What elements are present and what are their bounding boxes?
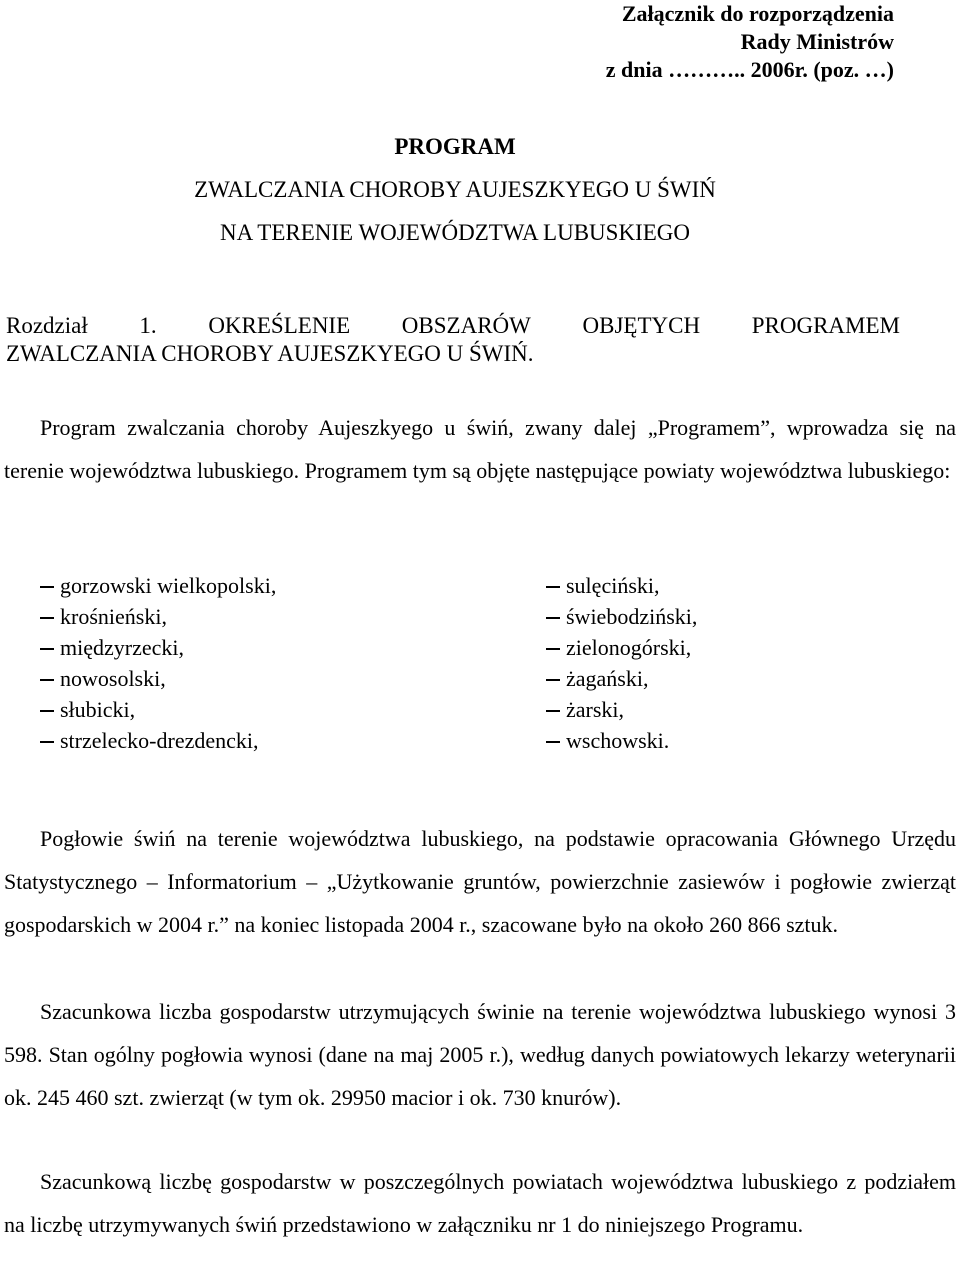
- chapter-word: Rozdział: [6, 313, 88, 338]
- district-name: nowosolski,: [60, 666, 166, 691]
- farms-paragraph-text: Szacunkowa liczba gospodarstw utrzymujących świnie na terenie województwa lubuskiego wynosi 3 598. Stan ogólny pogłowia wynosi (dane na maj 2005 r.), według danych powiatowych lekarzy weterynarii ok. 245 460 szt. zwierząt (w tym ok. 29950 macior i ok. 730 knurów).: [4, 999, 956, 1110]
- intro-paragraph-text: Program zwalczania choroby Aujeszkyego u świń, zwany dalej „Programem”, wprowadza się na terenie województwa lubuskiego. Programem tym są objęte następujące powiaty województwa lubuskiego:: [4, 415, 956, 483]
- list-item: [40, 570, 276, 601]
- annex-line-3: z dnia ……….. 2006r. (poz. …): [605, 57, 894, 82]
- list-item: [40, 694, 276, 725]
- chapter-word: OKREŚLENIE: [208, 313, 351, 338]
- program-subtitle-2: NA TERENIE WOJEWÓDZTWA LUBUSKIEGO: [220, 220, 690, 245]
- district-name: słubicki,: [60, 697, 136, 722]
- dash-bullet-icon: [40, 586, 54, 588]
- list-item: [546, 663, 697, 694]
- dash-bullet-icon: [40, 617, 54, 619]
- dash-bullet-icon: [40, 741, 54, 743]
- annex-header: [474, 0, 894, 84]
- dash-bullet-icon: [546, 741, 560, 743]
- list-item: [40, 632, 276, 663]
- chapter-word: OBSZARÓW: [401, 313, 531, 338]
- dash-bullet-icon: [546, 586, 560, 588]
- dash-bullet-icon: [40, 648, 54, 650]
- list-item: [546, 694, 697, 725]
- list-item: [40, 725, 276, 756]
- district-name: gorzowski wielkopolski,: [60, 573, 277, 598]
- annex-line-2: Rady Ministrów: [740, 29, 894, 54]
- population-paragraph: [4, 817, 956, 946]
- program-title-block: [0, 125, 910, 254]
- district-name: międzyrzecki,: [60, 635, 184, 660]
- dash-bullet-icon: [546, 679, 560, 681]
- population-paragraph-text: Pogłowie świń na terenie województwa lubuskiego, na podstawie opracowania Głównego Urzędu Statystycznego – Informatorium – „Użytkowanie gruntów, powierzchnie zasiewów i pogłowie zwierząt gospodarskich w 2004 r.” na koniec listopada 2004 r., szacowane było na około 260 866 sztuk.: [4, 826, 956, 937]
- district-name: strzelecko-drezdencki,: [60, 728, 259, 753]
- annex-line-1: Załącznik do rozporządzenia: [621, 1, 894, 26]
- chapter-word: OBJĘTYCH: [582, 313, 701, 338]
- list-item: [40, 663, 276, 694]
- chapter-heading: [6, 312, 900, 368]
- dash-bullet-icon: [546, 648, 560, 650]
- district-list-left: [40, 570, 276, 756]
- farms-paragraph: [4, 990, 956, 1119]
- chapter-number: 1.: [139, 313, 157, 338]
- dash-bullet-icon: [40, 710, 54, 712]
- districts-annex-paragraph-text: Szacunkową liczbę gospodarstw w poszczególnych powiatach województwa lubuskiego z podziałem na liczbę utrzymywanych świń przedstawiono w załączniku nr 1 do niniejszego Programu.: [4, 1169, 956, 1237]
- list-item: [546, 601, 697, 632]
- district-name: świebodziński,: [566, 604, 698, 629]
- chapter-heading-line-2: ZWALCZANIA CHOROBY AUJESZKYEGO U ŚWIŃ.: [6, 341, 534, 366]
- list-item: [546, 632, 697, 663]
- district-name: wschowski.: [566, 728, 670, 753]
- intro-paragraph: [4, 406, 956, 492]
- chapter-heading-line-1: [6, 312, 900, 340]
- dash-bullet-icon: [40, 679, 54, 681]
- list-item: [40, 601, 276, 632]
- program-subtitle-1: ZWALCZANIA CHOROBY AUJESZKYEGO U ŚWIŃ: [194, 177, 716, 202]
- program-title: PROGRAM: [394, 134, 516, 159]
- chapter-word: PROGRAMEM: [751, 313, 900, 338]
- districts-annex-paragraph: [4, 1160, 956, 1246]
- dash-bullet-icon: [546, 617, 560, 619]
- district-name: zielonogórski,: [566, 635, 692, 660]
- list-item: [546, 570, 697, 601]
- district-name: sulęciński,: [566, 573, 660, 598]
- list-item: [546, 725, 697, 756]
- dash-bullet-icon: [546, 710, 560, 712]
- district-name: żarski,: [566, 697, 625, 722]
- district-name: żagański,: [566, 666, 649, 691]
- district-list-right: [546, 570, 697, 756]
- district-name: krośnieński,: [60, 604, 167, 629]
